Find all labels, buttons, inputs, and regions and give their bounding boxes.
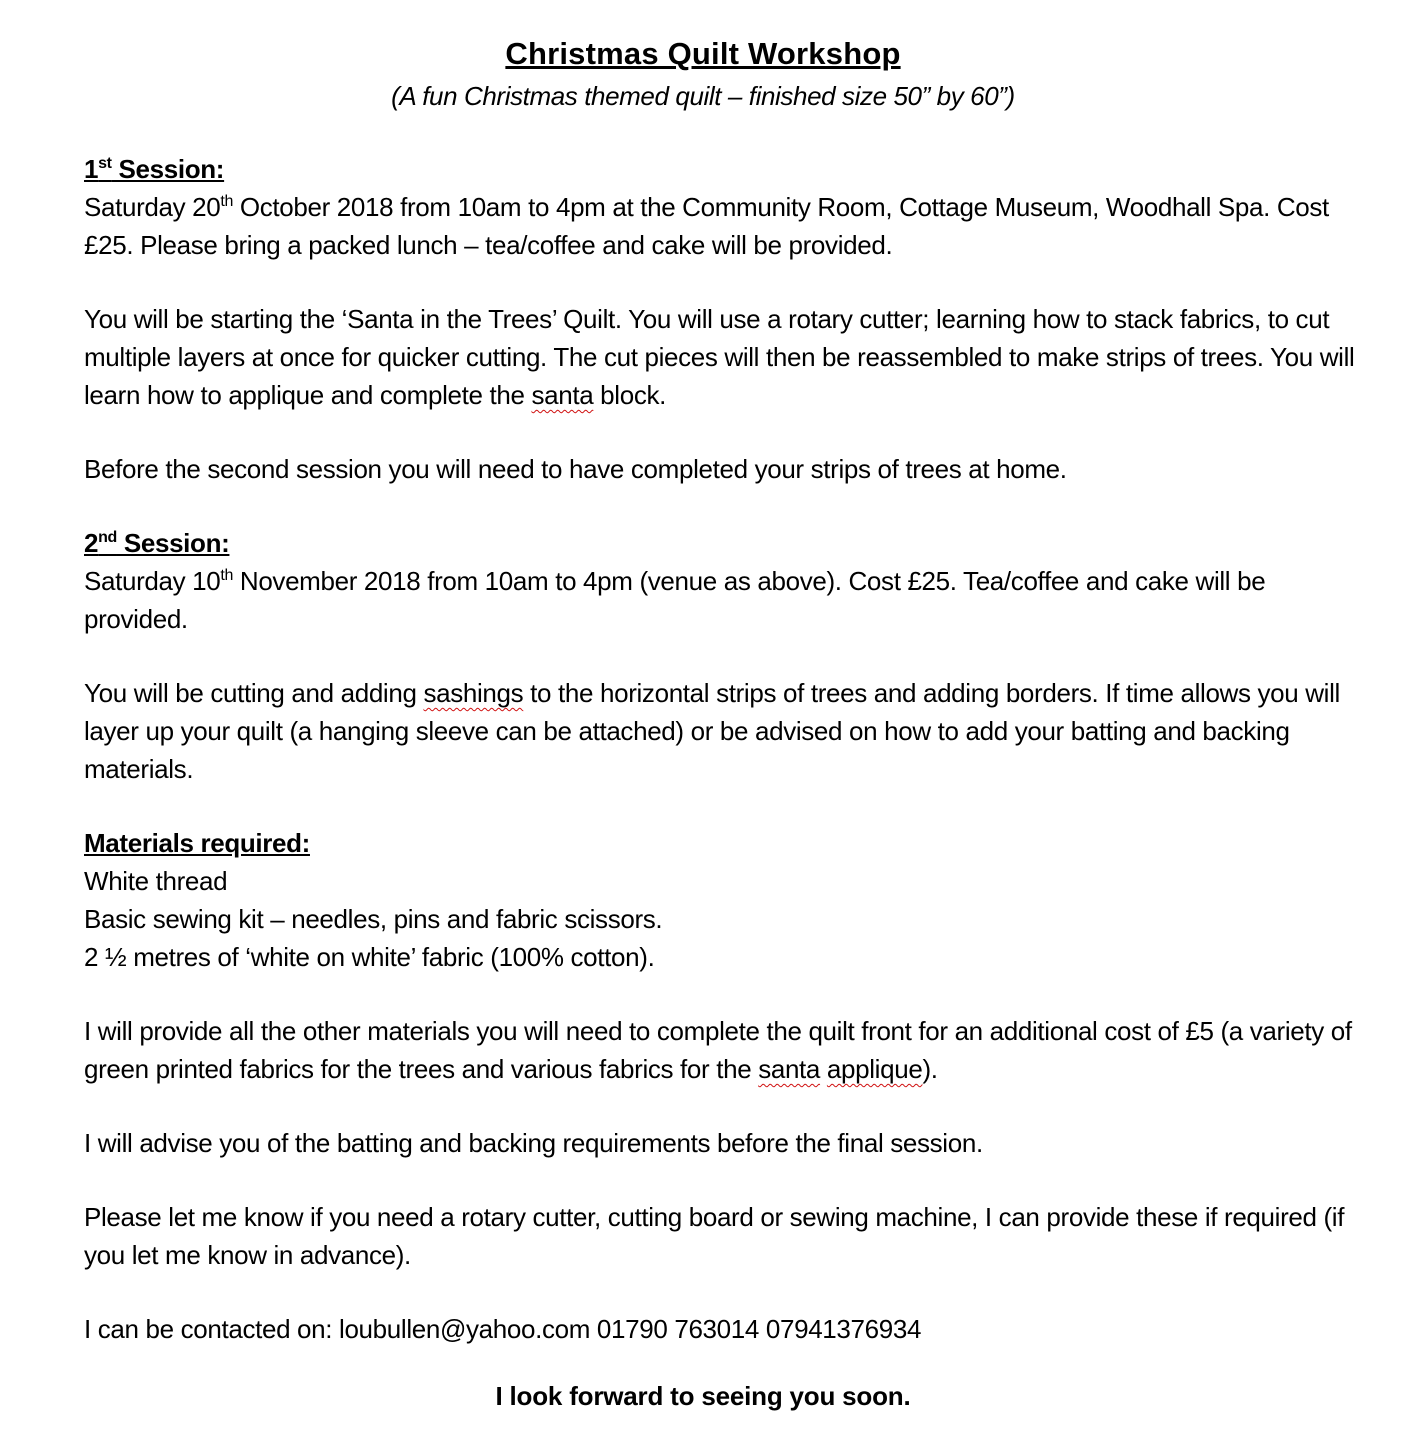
session-1-date-paragraph: [84, 188, 1364, 264]
session-2-date-part: Saturday 10: [84, 566, 221, 596]
session-1-number: 1: [84, 154, 99, 184]
session-2-number: 2: [84, 528, 99, 558]
session-2-description: [84, 674, 1364, 788]
session-1-date-ordinal: th: [220, 193, 234, 210]
session-2-description-text: You will be cutting and adding: [84, 678, 424, 708]
materials-item: Basic sewing kit – needles, pins and fabric scissors.: [84, 904, 663, 934]
session-2-heading: [84, 524, 1364, 562]
let-me-know-paragraph: Please let me know if you need a rotary cutter, cutting board or sewing machine, I can provide these if required (if you let me know in advance).: [84, 1202, 1345, 1270]
session-1-date-part: Saturday 20: [84, 192, 221, 222]
advise-paragraph: I will advise you of the batting and backing requirements before the final session.: [84, 1128, 983, 1158]
session-1-description-text: You will be starting the ‘Santa in the Trees’ Quilt. You will use a rotary cutter; learning how to stack fabrics, to cut multiple layers at once for quicker cutting. The cut pieces will then be reassembled to make strips of trees. You will learn how to applique and complete the: [84, 304, 1355, 410]
spellcheck-word-santa: santa: [758, 1054, 821, 1084]
document-body: [84, 150, 1364, 1384]
provide-text: I will provide all the other materials you will need to complete the quilt front for an additional cost of £5 (a variety of green printed fabrics for the trees and various fabrics for the: [84, 1016, 1352, 1084]
spellcheck-word-applique: applique: [826, 1054, 923, 1084]
materials-item: 2 ½ metres of ‘white on white’ fabric (100% cotton).: [84, 942, 655, 972]
session-2-date-ordinal: th: [220, 567, 234, 584]
session-2-date-paragraph: [84, 562, 1364, 638]
session-1-description: [84, 300, 1364, 414]
closing-line: I look forward to seeing you soon.: [495, 1381, 911, 1411]
provide-space: [820, 1054, 827, 1084]
contact-line: I can be contacted on: loubullen@yahoo.com 01790 763014 07941376934: [84, 1314, 922, 1344]
materials-heading-text: Materials required:: [84, 828, 310, 858]
spellcheck-word-sashings: sashings: [423, 678, 524, 708]
session-1-heading: [84, 150, 1364, 188]
provide-paragraph: [84, 1012, 1364, 1088]
materials-heading: [84, 824, 1364, 862]
session-2-details: November 2018 from 10am to 4pm (venue as above). Cost £25. Tea/coffee and cake will be provided.: [84, 566, 1266, 634]
materials-item: White thread: [84, 866, 228, 896]
session-1-ordinal: st: [98, 155, 112, 172]
before-second-session: Before the second session you will need to have completed your strips of trees at home.: [84, 454, 1067, 484]
provide-text-end: ).: [922, 1054, 938, 1084]
document-subtitle: (A fun Christmas themed quilt – finished size 50” by 60”): [391, 81, 1015, 111]
session-2-description-end: to the horizontal strips of trees and adding borders. If time allows you will layer up your quilt (a hanging sleeve can be attached) or be advised on how to add your batting and backing materials.: [84, 678, 1340, 784]
session-1-description-end: block.: [593, 380, 667, 410]
session-1-label: Session:: [111, 154, 225, 184]
document-title: Christmas Quilt Workshop: [505, 36, 901, 71]
session-2-label: Session:: [116, 528, 230, 558]
session-2-ordinal: nd: [98, 529, 117, 546]
session-1-details: October 2018 from 10am to 4pm at the Community Room, Cottage Museum, Woodhall Spa. Cost £25. Please bring a packed lunch – tea/coffee and cake will be provided.: [84, 192, 1329, 260]
spellcheck-word-santa: santa: [531, 380, 594, 410]
